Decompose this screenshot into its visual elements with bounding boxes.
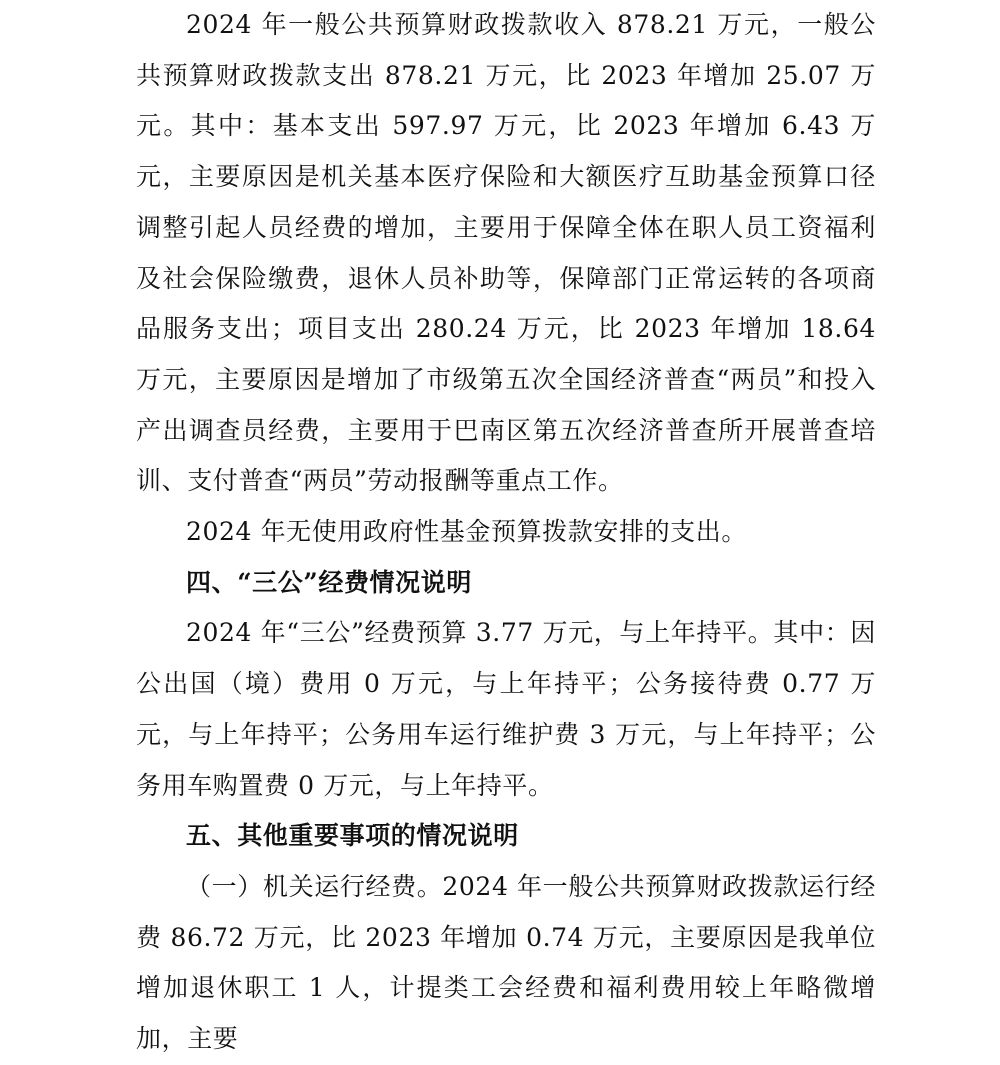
paragraph-government-fund-note: 2024 年无使用政府性基金预算拨款安排的支出。 (186, 517, 747, 547)
paragraph-operating-expenses: （一）机关运行经费。2024 年一般公共预算财政拨款运行经费 86.72 万元，比 2023 年增加 0.74 万元，主要原因是我单位增加退休职工 1 人，计提类工会经费和福利费用较上年略微增加，主要 (136, 871, 876, 1054)
paragraph-general-budget-summary: 2024 年一般公共预算财政拨款收入 878.21 万元，一般公共预算财政拨款支出 878.21 万元，比 2023 年增加 25.07 万元。其中：基本支出 597.97 万元，比 2023 年增加 6.43 万元，主要原因是机关基本医疗保险和大额医疗互助基金预算口径调整引起人员经费的增加，主要用于保障全体在职人员工资福利及社会保险缴费，退休人员补助等，保障部门正常运转的各项商品服务支出；项目支出 280.24 万元，比 2023 年增加 18.64 万元，主要原因是增加了市级第五次全国经济普查“两员”和投入产出调查员经费，主要用于巴南区第五次经济普查所开展普查培训、支付普查“两员”劳动报酬等重点工作。 (136, 10, 876, 496)
section-heading-other-important-matters: 五、其他重要事项的情况说明 (186, 821, 519, 851)
paragraph-three-public-expenses: 2024 年“三公”经费预算 3.77 万元，与上年持平。其中：因公出国（境）费用 0 万元，与上年持平；公务接待费 0.77 万元，与上年持平；公务用车运行维护费 3 万元，与上年持平；公务用车购置费 0 万元，与上年持平。 (136, 618, 876, 800)
section-heading-three-public-expenses: 四、“三公”经费情况说明 (186, 567, 472, 597)
document-page (136, 0, 876, 1065)
